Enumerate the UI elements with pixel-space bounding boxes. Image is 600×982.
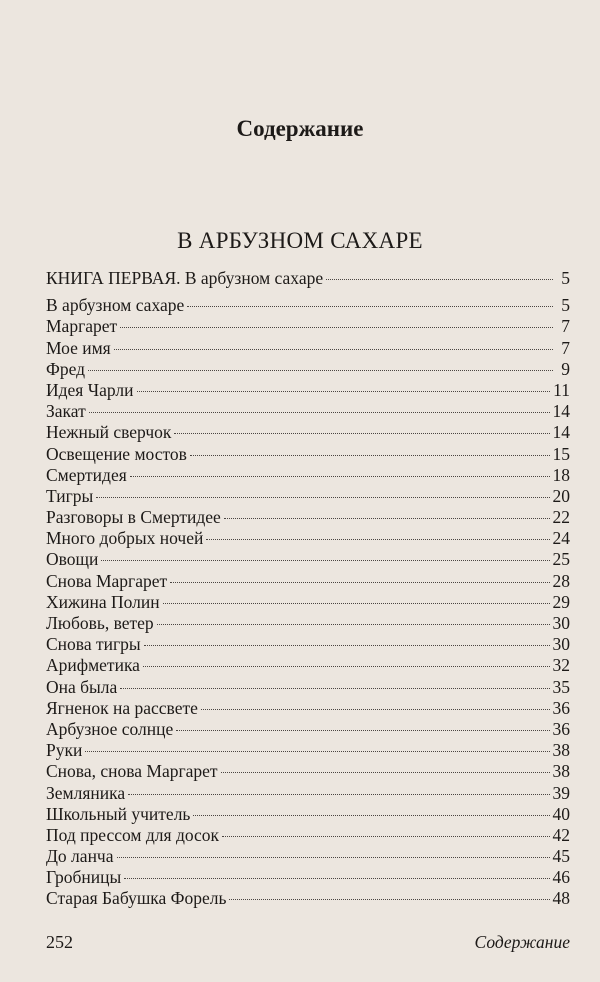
dot-leader <box>174 433 549 434</box>
toc-entry-page: 38 <box>552 740 570 761</box>
dot-leader <box>85 751 549 752</box>
toc-entry <box>46 613 570 634</box>
dot-leader <box>221 772 550 773</box>
dot-leader <box>229 899 549 900</box>
toc-entry <box>46 867 570 888</box>
toc-entry-title: Освещение мостов <box>46 443 187 464</box>
dot-leader <box>120 327 553 328</box>
toc-entry <box>46 592 570 613</box>
dot-leader <box>96 497 549 498</box>
toc-entry-title: Арифметика <box>46 655 140 676</box>
toc-entry-page: 42 <box>552 824 570 845</box>
dot-leader <box>170 582 549 583</box>
toc-entry-title: Маргарет <box>46 316 118 337</box>
dot-leader <box>130 476 550 477</box>
toc-entry <box>46 571 570 592</box>
toc-entry-page: 5 <box>561 268 570 288</box>
toc-entry-page: 30 <box>552 613 570 633</box>
toc-entry-title: Земляника <box>46 782 126 803</box>
toc-entry-page: 22 <box>552 507 570 528</box>
toc-entry-page: 48 <box>552 888 570 909</box>
toc-entry-page: 7 <box>561 316 570 337</box>
toc-entry-title: Разговоры в Смертидее <box>46 507 221 528</box>
toc-entry-title: Идея Чарли <box>46 379 134 400</box>
toc-entry-title: Фред <box>46 358 86 379</box>
toc-entry-page: 28 <box>552 570 570 591</box>
dot-leader <box>101 560 549 561</box>
toc-entry-page: 36 <box>552 697 570 718</box>
toc-entry-title: Под прессом для досок <box>46 824 220 845</box>
toc-entry-page: 32 <box>552 655 570 676</box>
toc-entry-page: 5 <box>561 295 570 316</box>
toc-entry <box>46 783 570 804</box>
toc-entry-title: Снова тигры <box>46 634 141 655</box>
running-footer: Содержание <box>474 932 570 952</box>
toc-entry-title: В арбузном сахаре <box>46 295 185 316</box>
dot-leader <box>89 412 550 413</box>
toc-entry-title: Гробницы <box>46 867 122 888</box>
toc-entry-title: Школьный учитель <box>46 803 191 824</box>
dot-leader <box>137 391 551 392</box>
toc-entry <box>46 380 570 401</box>
dot-leader <box>128 794 549 795</box>
toc-entry-title: Нежный сверчок <box>46 422 172 443</box>
toc-entry-title: Смертидея <box>46 464 127 485</box>
page-number: 252 <box>46 932 73 952</box>
dot-leader <box>157 624 550 625</box>
toc-entry <box>46 338 570 359</box>
toc-entry <box>46 655 570 676</box>
toc-entry-page: 11 <box>553 379 570 400</box>
toc-entry-page: 39 <box>552 782 570 803</box>
toc-entry-title: Закат <box>46 401 86 422</box>
dot-leader <box>117 857 550 858</box>
toc-entry <box>46 825 570 846</box>
toc-entry <box>46 698 570 719</box>
dot-leader <box>120 688 549 689</box>
dot-leader <box>224 518 550 519</box>
toc-entry <box>46 316 570 337</box>
dot-leader <box>88 370 553 371</box>
toc-entry <box>46 740 570 761</box>
toc-entry-page: 25 <box>552 549 570 570</box>
toc-entry-page: 29 <box>552 591 570 612</box>
toc-entry <box>46 295 570 316</box>
dot-leader <box>193 815 549 816</box>
toc-entry-title: Снова, снова Маргарет <box>46 761 218 782</box>
toc-entry-page: 38 <box>552 761 570 782</box>
toc-entry-page: 30 <box>552 634 570 655</box>
toc-entry-page: 15 <box>552 443 570 464</box>
toc-entry <box>46 465 570 486</box>
dot-leader <box>190 455 550 456</box>
toc-entry-title: До ланча <box>46 846 114 867</box>
toc-entry-title: Мое имя <box>46 337 111 358</box>
toc-entry-title: Ягненок на рассвете <box>46 697 198 718</box>
toc-entry-page: 24 <box>552 528 570 549</box>
dot-leader <box>124 878 549 879</box>
toc-entry-page: 9 <box>561 358 570 379</box>
toc-entry <box>46 888 570 909</box>
toc-entry <box>46 528 570 549</box>
dot-leader <box>163 603 550 604</box>
dot-leader <box>143 666 550 667</box>
toc-entry <box>46 507 570 528</box>
toc-entry <box>46 486 570 507</box>
toc-entry <box>46 549 570 570</box>
table-of-contents <box>46 268 570 910</box>
dot-leader <box>144 645 550 646</box>
dot-leader <box>114 349 553 350</box>
toc-entry <box>46 359 570 380</box>
toc-entry <box>46 761 570 782</box>
toc-entry <box>46 719 570 740</box>
toc-entry-page: 20 <box>552 485 570 506</box>
toc-entry <box>46 444 570 465</box>
toc-entry <box>46 804 570 825</box>
toc-entry-page: 14 <box>552 422 570 443</box>
dot-leader <box>222 836 549 837</box>
toc-entry <box>46 677 570 698</box>
toc-entry <box>46 401 570 422</box>
toc-entry <box>46 846 570 867</box>
toc-entry-title: КНИГА ПЕРВАЯ. В арбузном сахаре <box>46 268 324 288</box>
dot-leader <box>201 709 550 710</box>
dot-leader <box>206 539 549 540</box>
dot-leader <box>176 730 549 731</box>
section-title: В АРБУЗНОМ САХАРЕ <box>177 228 423 253</box>
toc-entry-title: Снова Маргарет <box>46 570 168 591</box>
toc-entry-page: 7 <box>561 337 570 358</box>
page-title: Содержание <box>236 116 364 141</box>
toc-entry-page: 46 <box>552 867 570 888</box>
toc-entry-title: Любовь, ветер <box>46 613 154 633</box>
toc-entry-page: 40 <box>552 803 570 824</box>
toc-entry-page: 45 <box>552 846 570 867</box>
toc-entry-title: Овощи <box>46 549 99 570</box>
toc-entry-page: 36 <box>552 718 570 739</box>
toc-book-heading <box>46 268 570 289</box>
toc-entry-title: Старая Бабушка Форель <box>46 888 227 909</box>
dot-leader <box>326 279 553 280</box>
toc-entry-title: Руки <box>46 740 83 761</box>
toc-entry-title: Она была <box>46 676 118 697</box>
toc-entry-title: Арбузное солнце <box>46 718 174 739</box>
toc-entry-page: 35 <box>552 676 570 697</box>
toc-entry-title: Хижина Полин <box>46 591 160 612</box>
toc-entry-page: 18 <box>552 464 570 485</box>
toc-entry <box>46 634 570 655</box>
toc-entry <box>46 422 570 443</box>
toc-entry-title: Много добрых ночей <box>46 528 204 549</box>
dot-leader <box>187 306 553 307</box>
toc-entry-title: Тигры <box>46 485 94 506</box>
toc-entry-page: 14 <box>552 401 570 422</box>
